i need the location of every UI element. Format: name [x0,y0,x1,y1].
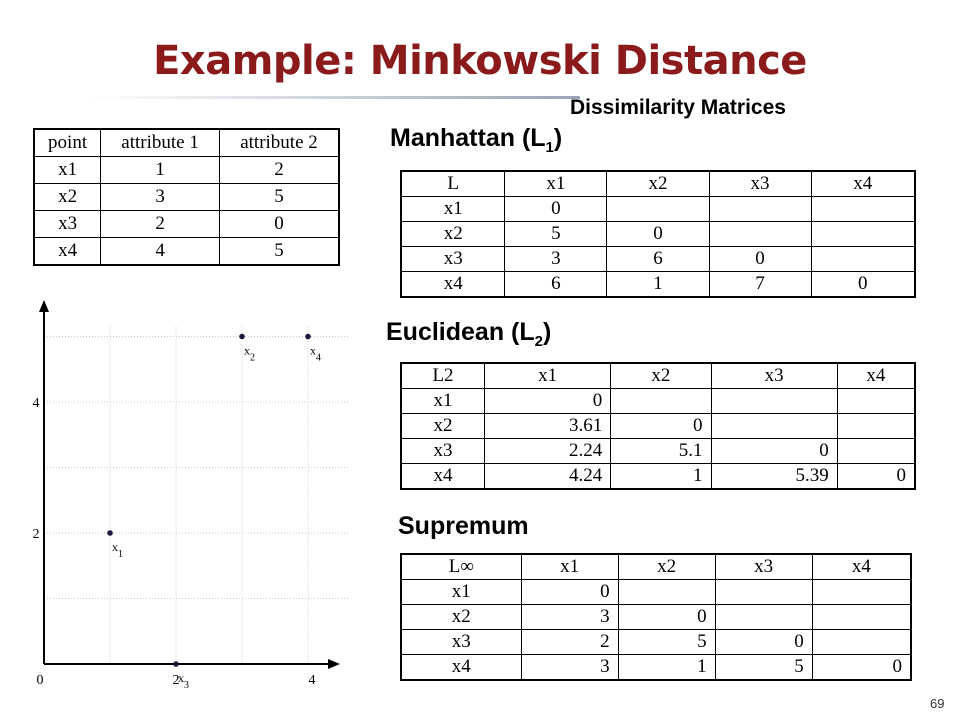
matrix-row [401,464,915,490]
x-tick-label: 2 [172,673,180,688]
point-cell: x3 [34,211,101,238]
col-header: x2 [607,171,709,197]
matrix-header-row [401,171,915,197]
attr1-cell: 3 [101,184,220,211]
matrix-cell: 0 [812,655,911,681]
scatter-plot [0,290,360,700]
matrix-corner: L [401,171,505,197]
matrix-cell: 0 [618,605,715,630]
matrix-cell [837,414,915,439]
matrix-cell: 2.24 [485,439,611,464]
matrix-header-row [401,363,915,389]
row-header: x4 [401,272,505,298]
data-point [107,530,113,536]
col-header: x1 [505,171,607,197]
page-title: Example: Minkowski Distance [153,38,807,84]
point-label: $x_4$ [310,343,321,364]
matrix-cell [709,197,811,222]
matrix-cell: 5.39 [711,464,837,490]
matrix-cell: 0 [505,197,607,222]
matrix-corner: L2 [401,363,485,389]
matrix-cell [611,389,711,414]
matrix-cell: 1 [611,464,711,490]
point-label: $x_3$ [178,671,189,691]
matrix-row [401,197,915,222]
matrix-cell [812,605,911,630]
matrix-row [401,247,915,272]
x-tick-label: 4 [308,673,316,688]
row-header: x3 [401,439,485,464]
matrix-cell: 5 [715,655,812,681]
header-attribute-1: attribute 1 [101,129,220,157]
matrix-cell: 4.24 [485,464,611,490]
matrix-cell [837,389,915,414]
matrix-cell: 0 [485,389,611,414]
header-attribute-2: attribute 2 [219,129,339,157]
title-underline [90,96,580,99]
table-header-row [34,129,339,157]
page-number: 69 [930,696,945,711]
matrix-cell: 0 [521,580,618,605]
matrix-cell: 3 [521,655,618,681]
matrix-row [401,655,911,681]
supremum-heading: Supremum [398,512,529,540]
matrix-cell: 0 [709,247,811,272]
matrix-cell [812,580,911,605]
col-header: x1 [521,554,618,580]
point-cell: x2 [34,184,101,211]
x-tick-label: 0 [36,673,44,688]
col-header: x2 [611,363,711,389]
col-header: x4 [837,363,915,389]
col-header: x3 [709,171,811,197]
attr2-cell: 2 [219,157,339,184]
points-table [33,128,340,266]
y-tick-label: 2 [32,527,40,542]
y-tick-label: 4 [32,396,40,411]
matrix-row [401,272,915,298]
matrix-cell: 0 [811,272,915,298]
matrix-cell: 6 [505,272,607,298]
row-header: x4 [401,655,521,681]
matrix-cell: 0 [607,222,709,247]
matrix-cell [709,222,811,247]
matrix-cell: 2 [521,630,618,655]
manhattan-heading: Manhattan $(L_1)$ [390,124,563,156]
col-header: x3 [715,554,812,580]
matrix-cell: 0 [611,414,711,439]
attr2-cell: 5 [219,184,339,211]
matrix-row [401,414,915,439]
row-header: x1 [401,580,521,605]
matrix-cell: 5 [505,222,607,247]
matrix-cell: 5 [618,630,715,655]
matrix-cell [811,247,915,272]
matrix-cell [715,605,812,630]
attr2-cell: 0 [219,211,339,238]
matrix-cell: 1 [618,655,715,681]
y-axis-arrow [39,300,49,312]
matrix-cell [618,580,715,605]
supremum-matrix [400,553,912,681]
matrix-row [401,630,911,655]
x-axis-arrow [328,659,340,669]
matrix-cell: 0 [715,630,812,655]
header-point: point [34,129,101,157]
col-header: x4 [811,171,915,197]
matrix-cell: 1 [607,272,709,298]
matrix-corner: L∞ [401,554,521,580]
matrix-cell [711,414,837,439]
point-label: $x_2$ [244,343,255,364]
matrix-cell: 3.61 [485,414,611,439]
row-header: x1 [401,389,485,414]
attr1-cell: 2 [101,211,220,238]
euclidean-matrix [400,362,916,490]
row-header: x4 [401,464,485,490]
col-header: x4 [812,554,911,580]
matrix-cell [811,197,915,222]
row-header: x2 [401,414,485,439]
matrix-cell: 0 [837,464,915,490]
matrix-cell [711,389,837,414]
euclidean-heading: Euclidean $(L_2)$ [386,318,552,350]
matrix-row [401,222,915,247]
point-label: $x_1$ [112,540,123,560]
matrix-header-row [401,554,911,580]
table-row [34,211,339,238]
matrix-cell: 5.1 [611,439,711,464]
table-row [34,238,339,266]
matrix-cell [837,439,915,464]
matrix-cell: 3 [521,605,618,630]
col-header: x3 [711,363,837,389]
data-point [239,334,245,340]
row-header: x2 [401,605,521,630]
matrix-cell [607,197,709,222]
matrix-cell [812,630,911,655]
matrix-row [401,605,911,630]
matrix-cell [811,222,915,247]
matrix-row [401,389,915,414]
row-header: x3 [401,247,505,272]
attr1-cell: 1 [101,157,220,184]
table-row [34,157,339,184]
matrix-cell [715,580,812,605]
row-header: x1 [401,197,505,222]
table-row [34,184,339,211]
row-header: x2 [401,222,505,247]
col-header: x2 [618,554,715,580]
matrix-cell: 6 [607,247,709,272]
matrix-cell: 0 [711,439,837,464]
point-cell: x4 [34,238,101,266]
matrix-row [401,439,915,464]
col-header: x1 [485,363,611,389]
subtitle: Dissimilarity Matrices [570,96,786,119]
matrix-cell: 3 [505,247,607,272]
matrix-row [401,580,911,605]
data-point [305,334,311,340]
data-point [173,661,179,667]
attr2-cell: 5 [219,238,339,266]
row-header: x3 [401,630,521,655]
attr1-cell: 4 [101,238,220,266]
point-cell: x1 [34,157,101,184]
matrix-cell: 7 [709,272,811,298]
manhattan-matrix [400,170,916,298]
